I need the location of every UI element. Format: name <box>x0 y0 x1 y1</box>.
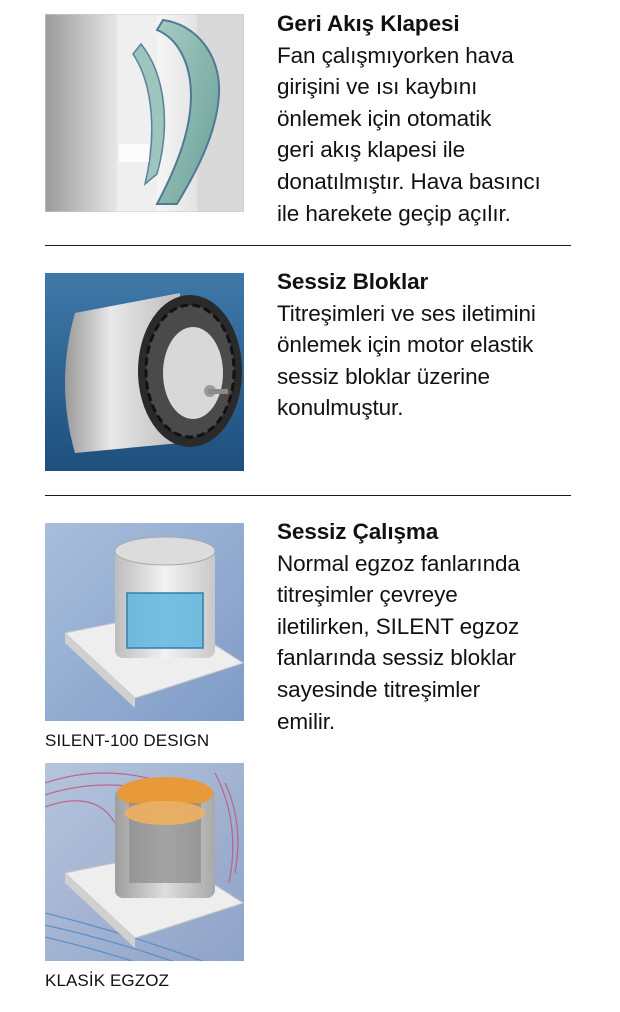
section-silent-blocks <box>277 266 597 424</box>
section-divider <box>45 495 571 496</box>
section-backdraft-shutter <box>277 8 597 229</box>
caption-silent-design: SILENT-100 DESIGN <box>45 731 210 750</box>
section-title: Sessiz Çalışma <box>277 519 439 544</box>
motor-illustration <box>45 273 244 471</box>
silent-design-image <box>45 523 244 721</box>
caption-classic-exhaust: KLASİK EGZOZ <box>45 971 170 990</box>
section-body: Normal egzoz fanlarında titreşimler çevreye iletilirken, SILENT egzoz fanlarında sessiz bloklar sayesinde titreşimler emilir. <box>277 550 520 734</box>
classic-fan-illustration <box>45 763 244 961</box>
classic-exhaust-image <box>45 763 244 961</box>
section-body: Fan çalışmıyorken hava girişini ve ısı kaybını önlemek için otomatik geri akış klapesi ile donatılmıştır. Hava basıncı ile harekete geçip açılır. <box>277 42 541 226</box>
section-title: Sessiz Bloklar <box>277 269 429 294</box>
backdraft-shutter-image <box>45 14 244 212</box>
backdraft-shutter-illustration <box>45 14 244 212</box>
section-divider <box>45 245 571 246</box>
section-body: Titreşimleri ve ses iletimini önlemek için motor elastik sessiz bloklar üzerine konulmuştur. <box>277 300 536 421</box>
silent-fan-illustration <box>45 523 244 721</box>
section-silent-operation <box>277 516 597 737</box>
section-title: Geri Akış Klapesi <box>277 11 460 36</box>
silent-blocks-image <box>45 273 244 471</box>
